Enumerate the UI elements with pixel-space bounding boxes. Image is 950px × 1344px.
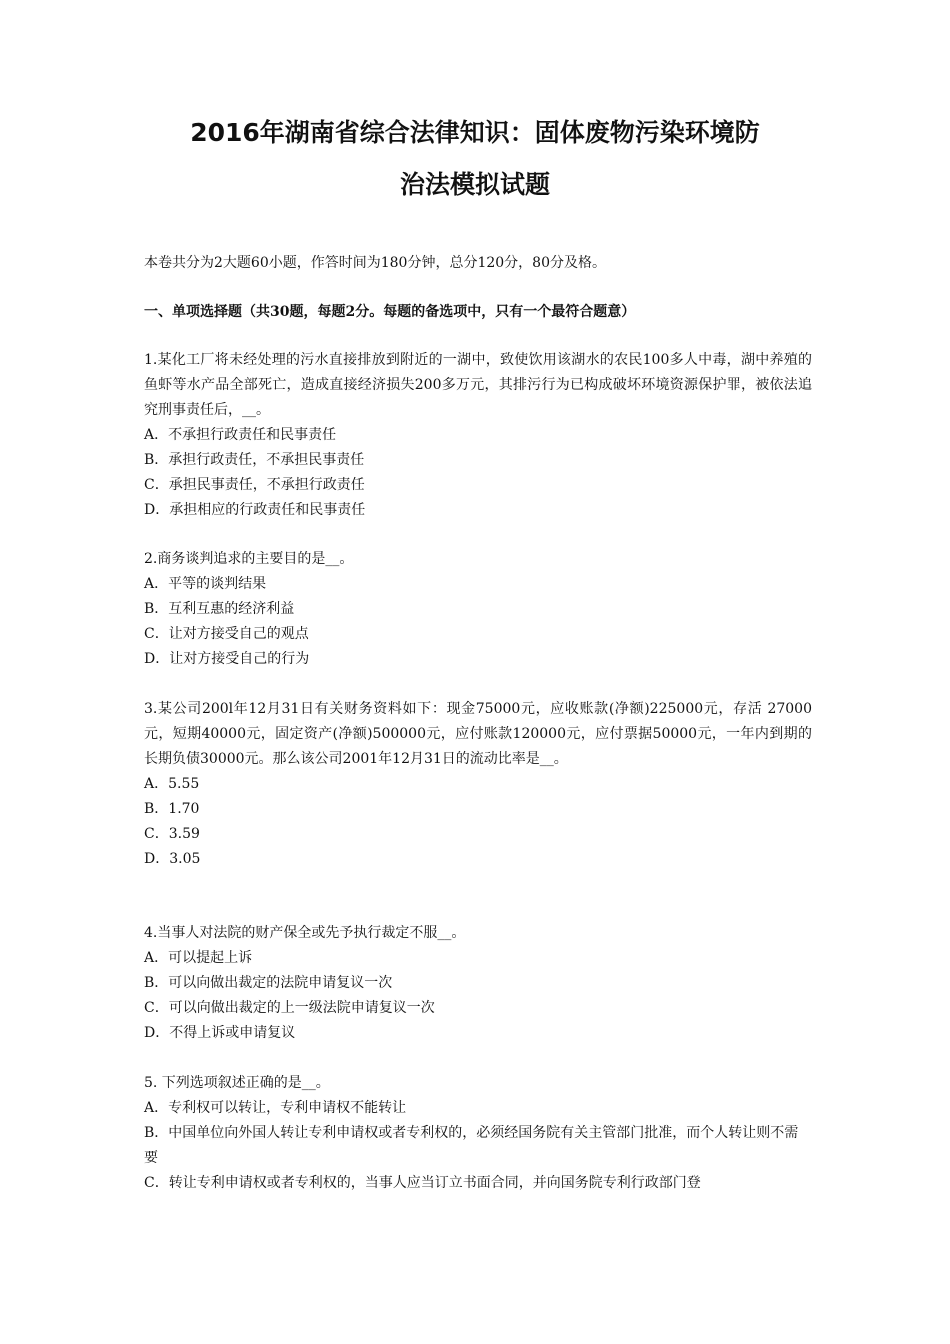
document-title-line-1: 2016年湖南省综合法律知识：固体废物污染环境防 xyxy=(190,118,760,147)
document-title-line-2: 治法模拟试题 xyxy=(399,170,550,199)
option-d: D．让对方接受自己的行为 xyxy=(144,651,310,667)
option-c: C．让对方接受自己的观点 xyxy=(144,626,309,642)
section-heading: 一、单项选择题（共30题，每题2分。每题的备选项中，只有一个最符合题意） xyxy=(144,304,636,320)
option-b: B．互利互惠的经济利益 xyxy=(144,601,295,617)
option-a: A．不承担行政责任和民事责任 xyxy=(144,427,337,443)
option-b: B．中国单位向外国人转让专利申请权或者专利权的，必须经国务院有关主管部门批准，而个人转让则不需要 xyxy=(144,1125,799,1166)
option-a: A．专利权可以转让，专利申请权不能转让 xyxy=(144,1100,407,1116)
option-a: A．平等的谈判结果 xyxy=(144,576,267,592)
question-stem: 5. 下列选项叙述正确的是__。 xyxy=(144,1075,330,1091)
option-c: C．可以向做出裁定的上一级法院申请复议一次 xyxy=(144,1000,435,1016)
option-d: D．不得上诉或申请复议 xyxy=(144,1025,296,1041)
question-1 xyxy=(144,348,812,523)
option-c: C．承担民事责任，不承担行政责任 xyxy=(144,477,365,493)
option-a: A．5.55 xyxy=(144,776,200,792)
question-4 xyxy=(144,921,812,1046)
option-c: C．转让专利申请权或者专利权的，当事人应当订立书面合同，并向国务院专利行政部门登 xyxy=(144,1175,701,1191)
question-stem: 1.某化工厂将未经处理的污水直接排放到附近的一湖中，致使饮用该湖水的农民100多人中毒，湖中养殖的鱼虾等水产品全部死亡，造成直接经济损失200多万元，其排污行为已构成破坏环境资源保护罪，被依法追究刑事责任后，__。 xyxy=(144,352,812,418)
question-stem: 2.商务谈判追求的主要目的是__。 xyxy=(144,551,354,567)
question-5 xyxy=(144,1071,812,1196)
option-b: B．可以向做出裁定的法院申请复议一次 xyxy=(144,975,393,991)
question-3 xyxy=(144,697,812,872)
option-b: B．1.70 xyxy=(144,801,200,817)
option-d: D．3.05 xyxy=(144,851,201,867)
question-2 xyxy=(144,547,812,672)
option-c: C．3.59 xyxy=(144,826,200,842)
option-d: D．承担相应的行政责任和民事责任 xyxy=(144,502,366,518)
option-a: A．可以提起上诉 xyxy=(144,950,253,966)
question-stem: 3.某公司200l年12月31日有关财务资料如下：现金75000元，应收账款(净额)225000元，存活 27000元，短期40000元，固定资产(净额)500000元，应付账款120000元，应付票据50000元，一年内到期的长期负债30000元。那么该公司2001年12月31日的流动比率是__。 xyxy=(144,701,812,767)
exam-intro: 本卷共分为2大题60小题，作答时间为180分钟，总分120分，80分及格。 xyxy=(144,255,606,271)
option-b: B．承担行政责任，不承担民事责任 xyxy=(144,452,365,468)
question-stem: 4.当事人对法院的财产保全或先予执行裁定不服__。 xyxy=(144,925,466,941)
